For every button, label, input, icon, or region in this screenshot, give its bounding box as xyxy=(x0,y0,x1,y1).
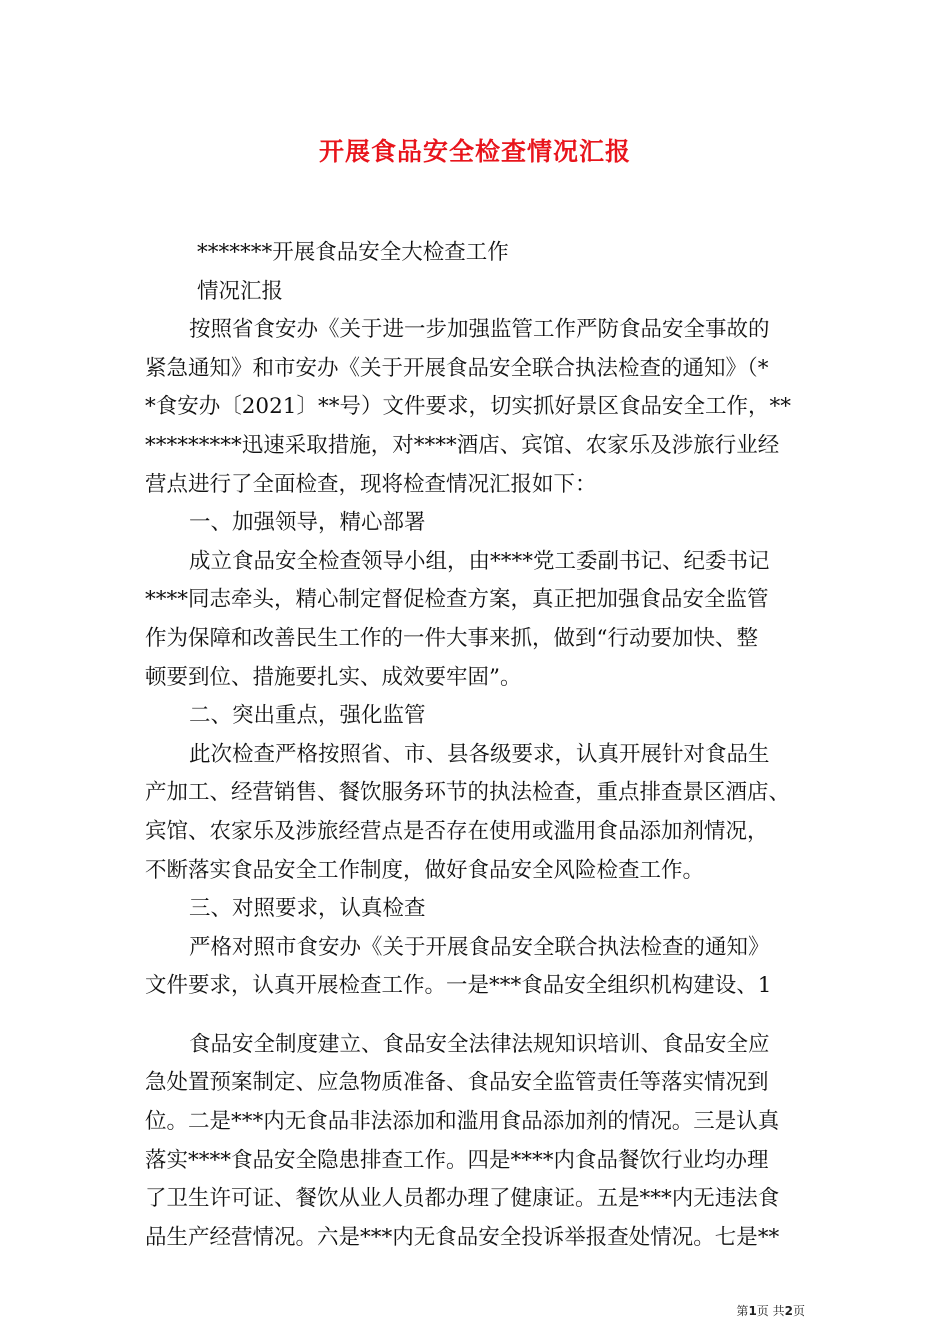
text-line: 二、突出重点，强化监管 xyxy=(189,703,426,729)
text-line: 成立食品安全检查领导小组，由****党工委副书记、纪委书记 xyxy=(189,548,770,574)
text-line: 紧急通知》和市安办《关于开展食品安全联合执法检查的通知》（* xyxy=(145,355,769,381)
document-body xyxy=(145,234,815,1257)
text-line: 了卫生许可证、餐饮从业人员都办理了健康证。五是***内无违法食 xyxy=(145,1186,780,1212)
text-line: 文件要求，认真开展检查工作。一是***食品安全组织机构建设、1 xyxy=(145,973,772,999)
text-line: 三、对照要求，认真检查 xyxy=(189,896,426,922)
text-line: *********迅速采取措施，对****酒店、宾馆、农家乐及涉旅行业经 xyxy=(145,432,780,458)
text-line: 产加工、经营销售、餐饮服务环节的执法检查，重点排查景区酒店、 xyxy=(145,780,791,806)
page-break-gap xyxy=(145,1006,815,1026)
text-line: 品生产经营情况。六是***内无食品安全投诉举报查处情况。七是** xyxy=(145,1224,780,1250)
page-footer xyxy=(736,1302,805,1319)
footer-current-page: 1 xyxy=(748,1304,757,1318)
footer-total-pages: 2 xyxy=(784,1304,793,1318)
footer-suffix: 页 xyxy=(792,1304,805,1318)
text-line: 不断落实食品安全工作制度，做好食品安全风险检查工作。 xyxy=(145,857,705,883)
document-title: 开展食品安全检查情况汇报 xyxy=(318,137,631,166)
text-line: 此次检查严格按照省、市、县各级要求，认真开展针对食品生 xyxy=(189,741,770,767)
text-line: *******开展食品安全大检查工作 xyxy=(197,240,509,265)
footer-middle: 页 共 xyxy=(756,1304,785,1318)
text-line: 营点进行了全面检查，现将检查情况汇报如下： xyxy=(145,471,597,497)
text-line: *食安办〔2021〕**号）文件要求，切实抓好景区食品安全工作，** xyxy=(145,394,791,420)
text-line: 位。二是***内无食品非法添加和滥用食品添加剂的情况。三是认真 xyxy=(145,1109,780,1135)
text-line: 情况汇报 xyxy=(197,278,284,304)
text-line: 作为保障和改善民生工作的一件大事来抓，做到“行动要加快、整 xyxy=(145,625,758,651)
footer-prefix: 第 xyxy=(736,1304,749,1318)
text-line: 急处置预案制定、应急物质准备、食品安全监管责任等落实情况到 xyxy=(145,1070,769,1096)
text-line: 顿要到位、措施要扎实、成效要牢固”。 xyxy=(145,664,522,690)
text-line: 宾馆、农家乐及涉旅经营点是否存在使用或滥用食品添加剂情况， xyxy=(145,818,769,844)
text-line: 一、加强领导，精心部署 xyxy=(189,510,426,536)
text-line: ****同志牵头，精心制定督促检查方案，真正把加强食品安全监管 xyxy=(145,587,769,613)
text-line: 落实****食品安全隐患排查工作。四是****内食品餐饮行业均办理 xyxy=(145,1147,769,1173)
text-line: 食品安全制度建立、食品安全法律法规知识培训、食品安全应 xyxy=(189,1031,770,1057)
text-line: 严格对照市食安办《关于开展食品安全联合执法检查的通知》 xyxy=(189,934,770,960)
text-line: 按照省食安办《关于进一步加强监管工作严防食品安全事故的 xyxy=(189,317,770,343)
